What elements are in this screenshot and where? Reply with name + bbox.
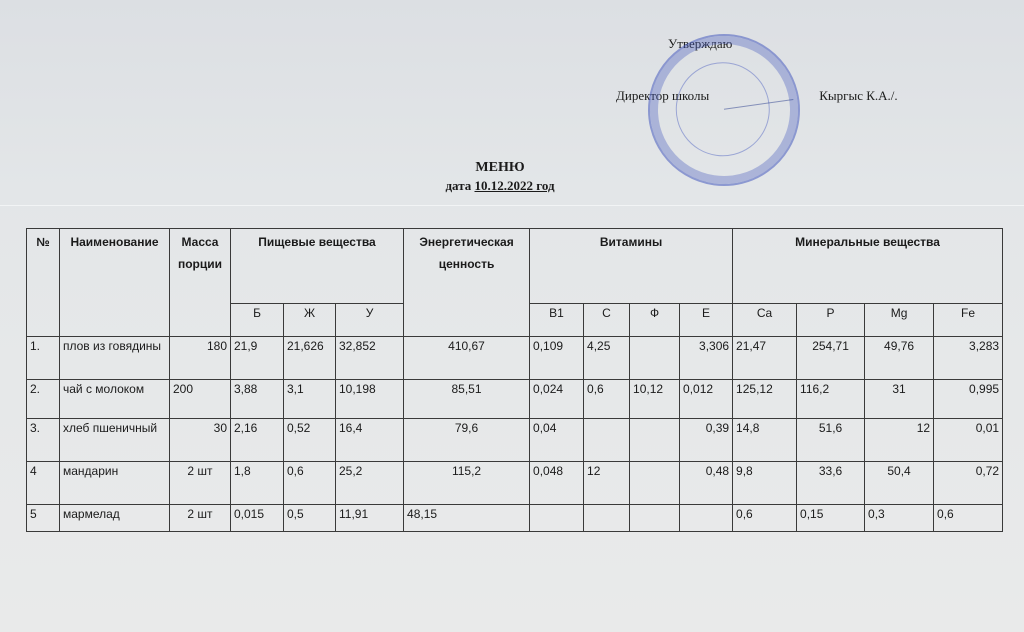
row-num: 1. bbox=[27, 337, 60, 380]
row-zh: 0,6 bbox=[284, 462, 336, 505]
row-num: 2. bbox=[27, 380, 60, 419]
row-name: чай с молоком bbox=[60, 380, 170, 419]
row-c: 4,25 bbox=[584, 337, 630, 380]
row-b: 1,8 bbox=[231, 462, 284, 505]
row-ca: 14,8 bbox=[733, 419, 797, 462]
row-mass: 2 шт bbox=[170, 505, 231, 532]
row-ca: 21,47 bbox=[733, 337, 797, 380]
row-mg: 12 bbox=[865, 419, 934, 462]
row-u: 32,852 bbox=[336, 337, 404, 380]
row-mg: 50,4 bbox=[865, 462, 934, 505]
table-row bbox=[27, 462, 1003, 505]
row-mass: 200 bbox=[170, 380, 231, 419]
row-f bbox=[630, 419, 680, 462]
menu-table-container bbox=[26, 228, 1002, 532]
col-energy-header: Энергетическая ценность bbox=[404, 229, 530, 337]
row-ca: 125,12 bbox=[733, 380, 797, 419]
row-mass: 2 шт bbox=[170, 462, 231, 505]
menu-table bbox=[26, 228, 1003, 532]
row-mg: 31 bbox=[865, 380, 934, 419]
row-mass: 30 bbox=[170, 419, 231, 462]
row-zh: 0,5 bbox=[284, 505, 336, 532]
row-energy: 85,51 bbox=[404, 380, 530, 419]
row-fe: 0,72 bbox=[934, 462, 1003, 505]
row-b: 2,16 bbox=[231, 419, 284, 462]
row-u: 10,198 bbox=[336, 380, 404, 419]
row-fe: 0,01 bbox=[934, 419, 1003, 462]
row-mg: 0,3 bbox=[865, 505, 934, 532]
row-energy: 79,6 bbox=[404, 419, 530, 462]
row-fe: 0,6 bbox=[934, 505, 1003, 532]
row-p: 0,15 bbox=[797, 505, 865, 532]
row-zh: 21,626 bbox=[284, 337, 336, 380]
row-e: 0,48 bbox=[680, 462, 733, 505]
row-c: 12 bbox=[584, 462, 630, 505]
col-num-header: № bbox=[27, 229, 60, 337]
table-row bbox=[27, 505, 1003, 532]
row-energy: 48,15 bbox=[404, 505, 530, 532]
row-f bbox=[630, 505, 680, 532]
table-row bbox=[27, 380, 1003, 419]
director-label: Директор школы bbox=[616, 88, 710, 103]
page-title: МЕНЮ bbox=[475, 160, 525, 175]
date-value: 10.12.2022 год bbox=[474, 178, 555, 193]
row-num: 3. bbox=[27, 419, 60, 462]
row-b1: 0,024 bbox=[530, 380, 584, 419]
row-c: 0,6 bbox=[584, 380, 630, 419]
subcol-p: P bbox=[797, 304, 865, 337]
row-f: 10,12 bbox=[630, 380, 680, 419]
row-num: 4 bbox=[27, 462, 60, 505]
row-f bbox=[630, 462, 680, 505]
row-f bbox=[630, 337, 680, 380]
table-row bbox=[27, 337, 1003, 380]
date-label: дата bbox=[445, 178, 472, 193]
row-fe: 0,995 bbox=[934, 380, 1003, 419]
subcol-zh: Ж bbox=[284, 304, 336, 337]
row-zh: 0,52 bbox=[284, 419, 336, 462]
subcol-ca: Ca bbox=[733, 304, 797, 337]
col-vitamins-header: Витамины bbox=[530, 229, 733, 304]
stamp-inner-ring bbox=[666, 52, 780, 166]
subcol-f: Ф bbox=[630, 304, 680, 337]
row-energy: 410,67 bbox=[404, 337, 530, 380]
row-p: 51,6 bbox=[797, 419, 865, 462]
row-b1: 0,109 bbox=[530, 337, 584, 380]
subcol-fe: Fe bbox=[934, 304, 1003, 337]
row-mg: 49,76 bbox=[865, 337, 934, 380]
subcol-e: Е bbox=[680, 304, 733, 337]
menu-date bbox=[0, 178, 1000, 194]
row-e: 0,39 bbox=[680, 419, 733, 462]
subcol-u: У bbox=[336, 304, 404, 337]
approval-label: Утверждаю bbox=[668, 36, 733, 51]
row-mass: 180 bbox=[170, 337, 231, 380]
row-ca: 9,8 bbox=[733, 462, 797, 505]
row-num: 5 bbox=[27, 505, 60, 532]
row-p: 254,71 bbox=[797, 337, 865, 380]
subcol-mg: Mg bbox=[865, 304, 934, 337]
row-zh: 3,1 bbox=[284, 380, 336, 419]
col-name-header: Наименование bbox=[60, 229, 170, 337]
row-u: 25,2 bbox=[336, 462, 404, 505]
row-b: 0,015 bbox=[231, 505, 284, 532]
paper-fold-line bbox=[0, 205, 1024, 206]
table-header-row bbox=[27, 229, 1003, 304]
row-name: мандарин bbox=[60, 462, 170, 505]
row-e: 0,012 bbox=[680, 380, 733, 419]
row-b: 3,88 bbox=[231, 380, 284, 419]
row-ca: 0,6 bbox=[733, 505, 797, 532]
director-name: Кыргыс К.А./. bbox=[819, 88, 898, 103]
row-e bbox=[680, 505, 733, 532]
row-fe: 3,283 bbox=[934, 337, 1003, 380]
row-name: хлеб пшеничный bbox=[60, 419, 170, 462]
row-b: 21,9 bbox=[231, 337, 284, 380]
row-name: плов из говядины bbox=[60, 337, 170, 380]
row-p: 33,6 bbox=[797, 462, 865, 505]
row-e: 3,306 bbox=[680, 337, 733, 380]
row-b1: 0,048 bbox=[530, 462, 584, 505]
row-c bbox=[584, 505, 630, 532]
table-row bbox=[27, 419, 1003, 462]
row-energy: 115,2 bbox=[404, 462, 530, 505]
subcol-b1: B1 bbox=[530, 304, 584, 337]
row-name: мармелад bbox=[60, 505, 170, 532]
row-c bbox=[584, 419, 630, 462]
col-mass-header: Масса порции bbox=[170, 229, 231, 337]
row-b1: 0,04 bbox=[530, 419, 584, 462]
subcol-b: Б bbox=[231, 304, 284, 337]
row-u: 16,4 bbox=[336, 419, 404, 462]
col-nutrients-header: Пищевые вещества bbox=[231, 229, 404, 304]
row-p: 116,2 bbox=[797, 380, 865, 419]
row-b1 bbox=[530, 505, 584, 532]
subcol-c: С bbox=[584, 304, 630, 337]
row-u: 11,91 bbox=[336, 505, 404, 532]
col-minerals-header: Минеральные вещества bbox=[733, 229, 1003, 304]
